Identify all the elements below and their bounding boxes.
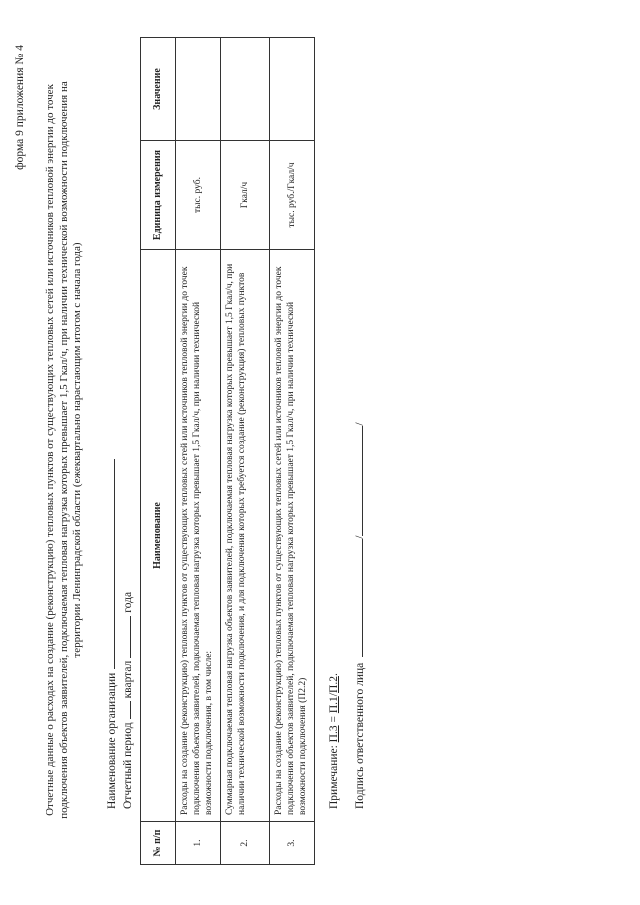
row-name: Расходы на создание (реконструкцию) тепловых пунктов от существующих тепловых сетей или источников тепловой энергии до точек подключения объектов заявителей, подключаемая тепловая нагрузка которых превышает 1,5 Гкал/ч, при наличии технической возможности подключения, в том числе: (176, 250, 221, 822)
header-unit: Единица измерения (141, 141, 176, 250)
signature-end: / (354, 422, 366, 426)
note-r1: П.1 (328, 696, 340, 714)
note-lhs: П.3 (328, 725, 340, 743)
signature-line (352, 422, 366, 809)
row-unit: тыс. руб. (176, 141, 221, 250)
note-r2: П.2 (328, 676, 340, 693)
row-name: Расходы на создание (реконструкцию) тепловых пунктов от существующих тепловых сетей или источников тепловой энергии до точек подключения объектов заявителей, подключаемая тепловая нагрузка которых превышает 1,5 Гкал/ч, при наличии технической возможности подключения (П2.2) (270, 250, 315, 822)
signature-name-blank[interactable] (352, 426, 363, 536)
row-num: 1. (176, 822, 221, 865)
signature-blank[interactable] (352, 539, 363, 657)
note-line (328, 673, 340, 809)
quarter-blank (120, 701, 131, 719)
row-value-cell[interactable] (176, 38, 221, 141)
signature-sep: / (354, 535, 366, 539)
note-end: . (328, 673, 340, 677)
row-unit: тыс. руб./Гкал/ч (270, 141, 315, 250)
header-value: Значение (141, 38, 176, 141)
table-row (221, 38, 270, 865)
document-title: Отчетные данные о расходах на создание (реконструкцию) тепловых пунктов от существующих тепловых сетей или источников тепловой энергии до точек подключения объектов заявителей, подключаемая тепловая нагрузка которых превышает 1,5 Гкал/ч, при наличии технической возможности подключения на территории Ленинградской области (ежеквартально нарастающим итогом с начала года) (44, 81, 83, 819)
signature-label: Подпись ответственного лица (354, 662, 366, 809)
period-line (120, 592, 134, 809)
table-header-row (141, 38, 176, 865)
row-name: Суммарная подключаемая тепловая нагрузка объектов заявителей, подключаемая тепловая нагрузка которых превышает 1,5 Гкал/ч, при наличии технической возможности подключения, и для подключения которых требуется создание (реконструкция) тепловых пунктов (221, 250, 270, 822)
note-eq: = (328, 713, 340, 726)
organization-line (104, 459, 118, 809)
header-name: Наименование (141, 250, 176, 822)
row-unit: Гкал/ч (221, 141, 270, 250)
row-num: 3. (270, 822, 315, 865)
note-slash: / (328, 692, 340, 697)
table-row (270, 38, 315, 865)
organization-blank (104, 459, 115, 669)
data-table (140, 37, 315, 865)
organization-label: Наименование организации (106, 672, 118, 809)
row-value-cell[interactable] (221, 38, 270, 141)
year-blank (120, 616, 131, 658)
form-label: форма 9 приложения № 4 (14, 45, 26, 170)
note-label: Примечание: (328, 745, 340, 809)
quarter-label: квартал (122, 660, 134, 699)
header-num: № п/п (141, 822, 176, 865)
year-label: года (122, 591, 134, 613)
table-row (176, 38, 221, 865)
period-label: Отчетный период (122, 722, 134, 809)
row-num: 2. (221, 822, 270, 865)
row-value-cell[interactable] (270, 38, 315, 141)
